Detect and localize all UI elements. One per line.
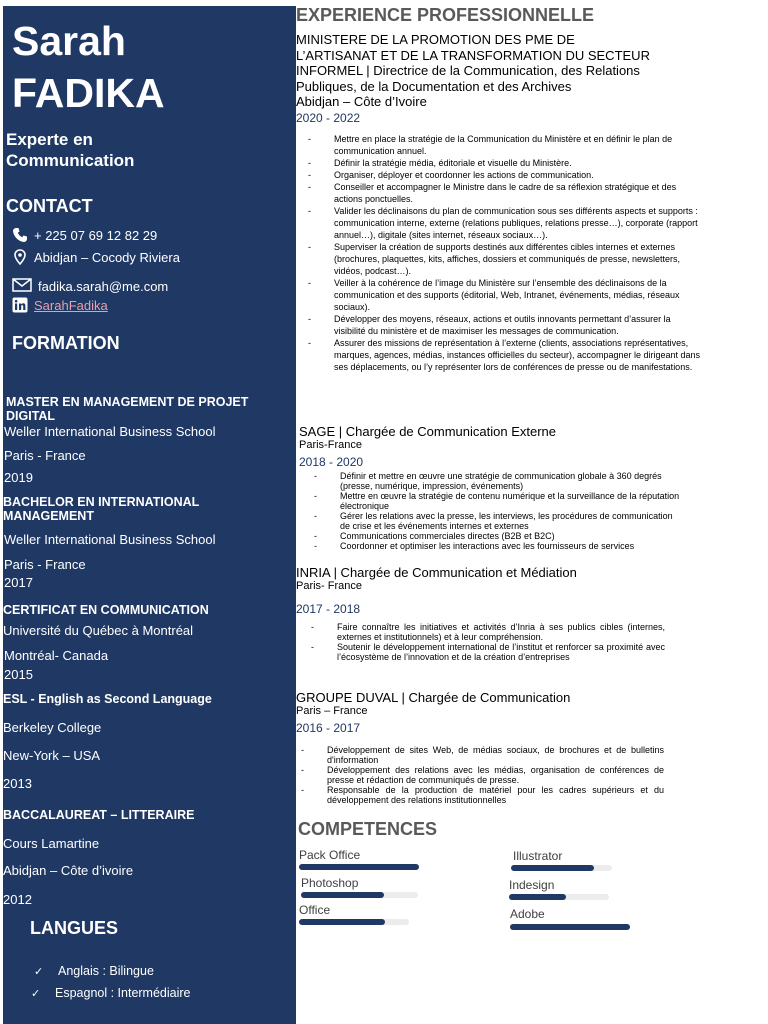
experience-heading: EXPERIENCE PROFESSIONNELLE (296, 5, 595, 25)
contact-heading: CONTACT (6, 196, 93, 216)
job-bullet: - Développement des relations avec les médias, organisation de conférences de presse et rédaction de communiqués de presse. (301, 765, 664, 785)
skill-item (299, 848, 419, 870)
sidebar (3, 6, 296, 1024)
formation-year: 2019 (4, 470, 33, 485)
job-bullet: - Organiser, déployer et coordonner les actions de communication. (308, 170, 594, 180)
skill-item (299, 903, 409, 925)
skill-label: Adobe (510, 907, 545, 921)
competences-heading: COMPETENCES (298, 819, 438, 839)
job-bullet: - Valider les déclinaisons du plan de communication sous ses différents aspects et supports : communication interne, externe (relations publiques, relations presse…), corporate (rapport annuel…), digitale (sites internet, réseaux sociaux…). (308, 206, 698, 240)
linkedin-link[interactable]: SarahFadika (34, 297, 108, 313)
phone-number: + 225 07 69 12 82 29 (34, 227, 158, 243)
job-bullet: - Assurer des missions de représentation à l’externe (clients, associations représentatives, marques, agences, médias, instances officielles du secteur), accompagner le dirigeant dans ses déplacements, ou l’y représenter lors de conférences de presse ou de manifestations. (308, 338, 701, 372)
job-bullets (311, 622, 665, 662)
formation-year: 2013 (3, 776, 32, 791)
skill-level-bar (301, 892, 384, 898)
job-bullet: - Communications commerciales directes (B2B et B2C) (314, 531, 555, 541)
job-title-line: MINISTERE DE LA PROMOTION DES PME DE (296, 32, 575, 47)
contact-phone (12, 227, 157, 243)
job-dates: 2016 - 2017 (296, 721, 361, 735)
check-icon: ✓ (34, 965, 44, 978)
formation-year: 2015 (4, 667, 33, 682)
job-bullets (301, 745, 664, 805)
job-bullet: - Développement de sites Web, de médias sociaux, de brochures et de bulletins d'information (301, 745, 664, 765)
job-bullet: - Mettre en œuvre la stratégie de contenu numérique et la surveillance de la réputation électronique (314, 491, 680, 511)
email-text[interactable]: fadika.sarah@me.com (38, 278, 169, 294)
langue-item (31, 986, 191, 1000)
formation-school: Université du Québec à Montréal (3, 623, 194, 638)
skill-label: Pack Office (299, 848, 361, 862)
last-name: FADIKA (12, 70, 165, 116)
langue-label: Anglais : Bilingue (58, 964, 154, 978)
skill-label: Illustrator (513, 849, 563, 863)
job-bullet: - Coordonner et optimiser les interactions avec les fournisseurs de services (314, 541, 635, 551)
linkedin-icon[interactable] (12, 297, 28, 313)
formation-place: Abidjan – Côte d’ivoire (3, 863, 134, 878)
formation-school: Weller International Business School (4, 532, 216, 547)
job-location: Paris- France (296, 580, 363, 592)
langues-heading: LANGUES (30, 918, 119, 938)
formation-year: 2017 (4, 575, 33, 590)
address-text: Abidjan – Cocody Riviera (34, 249, 180, 265)
job-dates: 2020 - 2022 (296, 111, 361, 125)
contact-address (12, 249, 180, 265)
profile-title-line2: Communication (6, 151, 135, 170)
skill-track (510, 924, 630, 930)
formation-title: ESL - English as Second Language (3, 692, 212, 706)
formation-heading: FORMATION (12, 333, 120, 353)
envelope-icon (12, 278, 32, 294)
contact-linkedin[interactable] (12, 297, 108, 313)
job-dates: 2018 - 2020 (299, 455, 364, 469)
location-pin-icon (12, 249, 28, 265)
job-bullet: - Conseiller et accompagner le Ministre dans le cadre de sa réflexion stratégique et des actions ponctuelles. (308, 182, 677, 204)
job-bullets (314, 471, 680, 551)
job-title-line: Publiques, de la Documentation et des Archives (296, 78, 572, 94)
skill-item (509, 878, 609, 900)
job-bullet: - Définir et mettre en œuvre une stratégie de communication globale à 360 degrés (presse, numérique, impression, événements) (314, 471, 662, 491)
skill-item (511, 849, 612, 871)
job-bullet: - Veiller à la cohérence de l’image du Ministère sur l’ensemble des déclinaisons de la communication et des supports (éditorial, Web, Intranet, événements, médias, réseaux sociaux). (308, 278, 680, 312)
skill-label: Indesign (509, 878, 555, 892)
formation-year: 2012 (3, 892, 32, 907)
formation-place: Paris - France (4, 557, 86, 572)
job-title-line: INFORMEL | Directrice de la Communication, des Relations (296, 63, 640, 78)
skill-track (511, 865, 612, 871)
job-title-line: SAGE | Chargée de Communication Externe (299, 424, 557, 439)
formation-title: BACCALAUREAT – LITTERAIRE (3, 808, 195, 822)
job-location: Paris-France (299, 439, 362, 451)
formation-title: MASTER EN MANAGEMENT DE PROJET DIGITAL (6, 395, 249, 423)
langue-item (34, 964, 154, 978)
job-title-line: L’ARTISANAT ET DE LA TRANSFORMATION DU SECTEUR (296, 47, 650, 63)
formation-school: Weller International Business School (4, 424, 216, 439)
skill-label: Office (299, 903, 331, 917)
formation-title: CERTIFICAT EN COMMUNICATION (3, 603, 209, 617)
contact-email[interactable] (12, 278, 168, 294)
phone-icon (12, 227, 28, 243)
skill-track (299, 864, 419, 870)
skill-item (510, 907, 630, 930)
formation-place: Montréal- Canada (4, 648, 109, 663)
job-title-line: GROUPE DUVAL | Chargée de Communication (296, 690, 571, 705)
profile-title (6, 129, 134, 171)
job-dates: 2017 - 2018 (296, 602, 361, 616)
skill-level-bar (509, 894, 566, 900)
job-location: Paris – France (296, 705, 368, 717)
skill-level-bar (299, 919, 385, 925)
formation-school: Cours Lamartine (3, 836, 100, 851)
job-entry (296, 32, 766, 110)
job-bullet: - Soutenir le développement international de l’institut et renforcer sa proximité avec l’écosystème de l’innovation et de la création d’entreprises (311, 642, 665, 662)
job-bullet: - Responsable de la production de matériel pour les cadres supérieurs et du développement des relations institutionnelles (301, 785, 664, 805)
langue-label: Espagnol : Intermédiaire (55, 986, 191, 1000)
job-bullet: - Superviser la création de supports destinés aux différentes cibles internes et externes (brochures, plaquettes, kits, affiches, dossiers et communiqués de presse, newsletters, vidéos, podcast…). (308, 242, 680, 276)
job-bullet: - Mettre en place la stratégie de la Communication du Ministère et en définir le plan de communication annuel. (308, 134, 673, 156)
check-icon: ✓ (31, 987, 41, 1000)
skill-track (301, 892, 418, 898)
job-title-line: INRIA | Chargée de Communication et Médiation (296, 565, 577, 580)
skill-level-bar (511, 865, 594, 871)
skill-track (299, 919, 409, 925)
skill-level-bar (299, 864, 419, 870)
job-bullets (308, 133, 702, 373)
job-bullet: - Développer des moyens, réseaux, actions et outils innovants permettant d’assurer la visibilité du ministère et de maximiser les messages de communication. (308, 314, 671, 336)
formation-school: Berkeley College (3, 720, 102, 735)
job-location: Abidjan – Côte d’Ivoire (296, 94, 427, 109)
job-bullet: - Définir la stratégie média, éditoriale et visuelle du Ministère. (308, 158, 572, 168)
skill-level-bar (510, 924, 630, 930)
formation-place: Paris - France (4, 448, 86, 463)
job-bullet: - Gérer les relations avec la presse, les interviews, les procédures de communication de crise et les événements internes et externes (314, 511, 673, 531)
skill-label: Photoshop (301, 876, 359, 890)
formation-title: BACHELOR EN INTERNATIONAL MANAGEMENT (3, 495, 200, 523)
formation-place: New-York – USA (3, 748, 101, 763)
job-bullet: - Faire connaître les initiatives et activités d’Inria à ses publics cibles (internes, externes et institutionnels) et à leur compréhension. (311, 622, 665, 642)
skill-item (301, 876, 418, 898)
first-name: Sarah (12, 18, 126, 64)
skill-track (509, 894, 609, 900)
profile-title-line1: Experte en (6, 130, 93, 149)
